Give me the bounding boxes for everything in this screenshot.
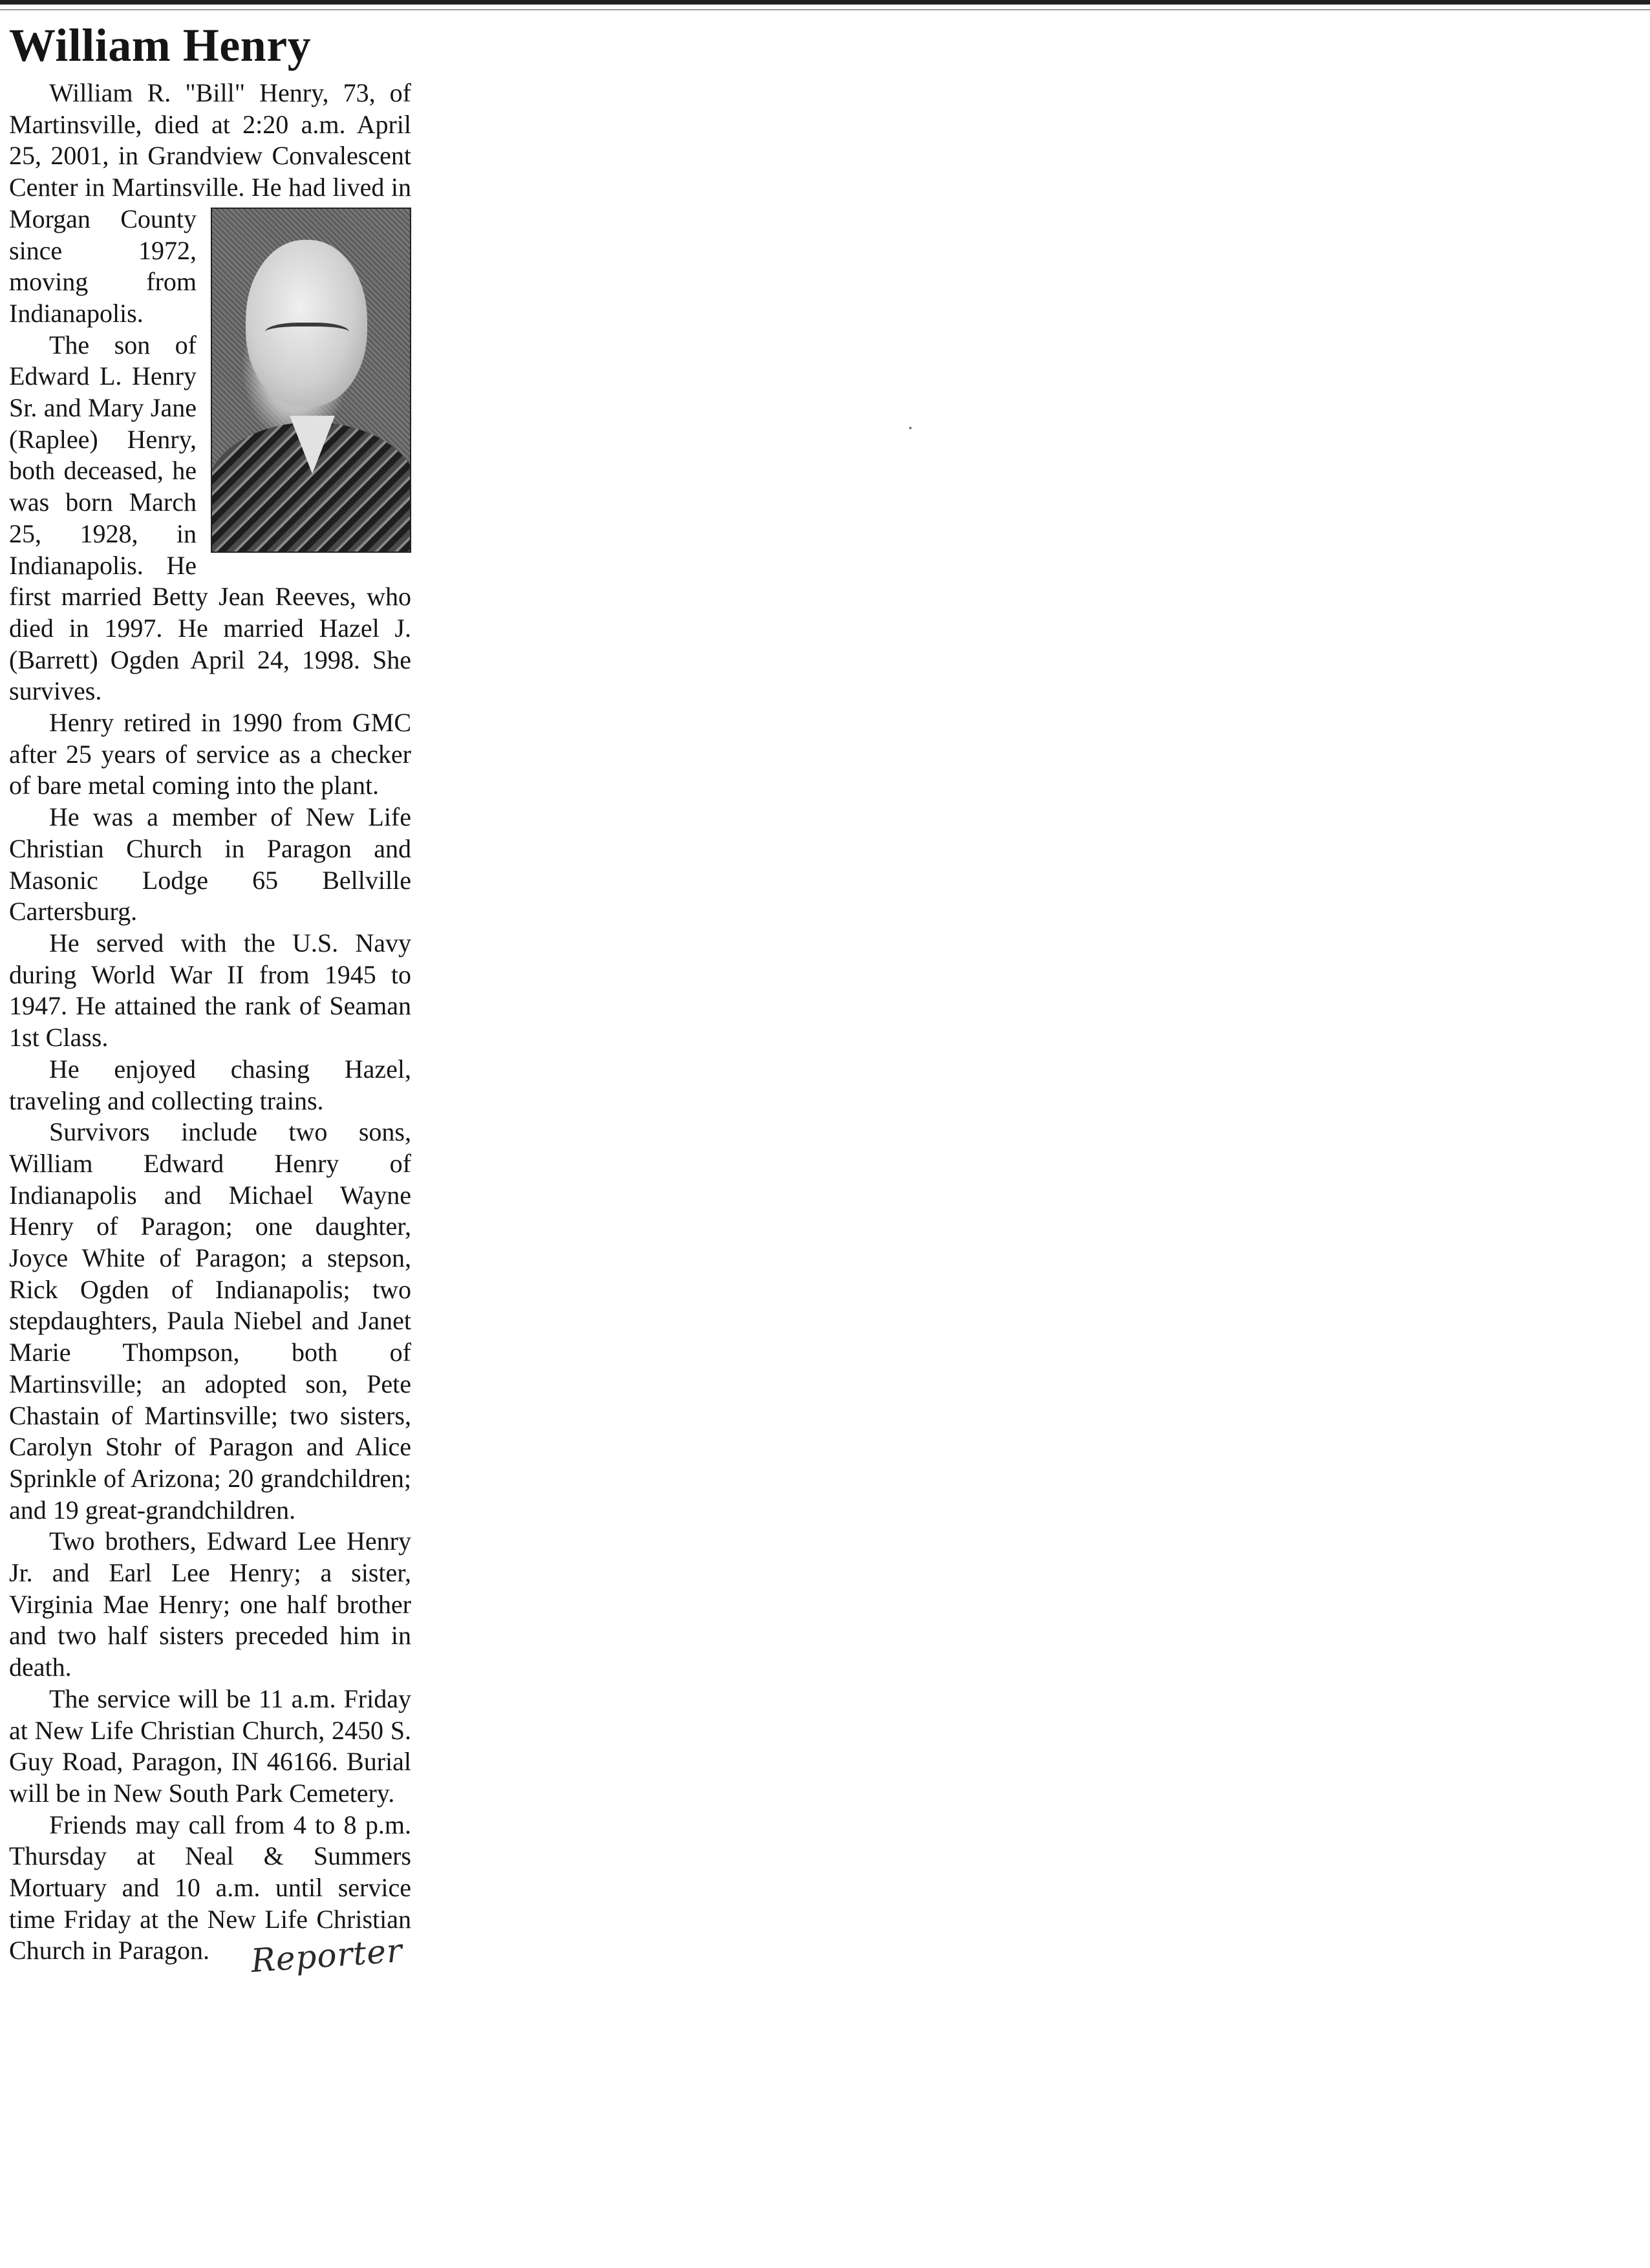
obituary-paragraph-7: Survivors include two sons, William Edward Henry of Indianapolis and Michael Wayne Henry of Paragon; one daughter, Joyce White of Paragon; a stepson, Rick Ogden of Indianapolis; two stepdaughters, Paula Niebel and Janet Marie Thompson, both of Martinsville; an adopted son, Pete Chastain of Martinsville; two sisters, Carolyn Stohr of Paragon and Alice Sprinkle of Arizona; 20 grandchildren; and 19 great-grandchildren. bbox=[9, 1117, 411, 1524]
top-scan-rule-thin bbox=[0, 9, 1650, 10]
top-scan-rule bbox=[0, 0, 1650, 5]
obituary-paragraph-8: Two brothers, Edward Lee Henry Jr. and Earl Lee Henry; a sister, Virginia Mae Henry; one half brother and two half sisters preceded him in death. bbox=[9, 1526, 411, 1682]
obituary-paragraph-4: He was a member of New Life Christian Church in Paragon and Masonic Lodge 65 Bellville Cartersburg. bbox=[9, 802, 411, 926]
obituary-paragraph-1-start: William R. "Bill" Henry, 73, of Martinsville, died at 2:20 a.m. April 25, 2001, in Grandview Convalescent Center in Martinsville. bbox=[9, 78, 411, 202]
obituary-paragraph-1-end: He had lived in Morgan County since 1972, moving from Indianapolis. bbox=[9, 173, 411, 328]
obituary-paragraph-1 bbox=[9, 78, 411, 330]
obituary-clipping bbox=[9, 18, 411, 1967]
obituary-paragraph-6: He enjoyed chasing Hazel, traveling and collecting trains. bbox=[9, 1054, 411, 1115]
portrait-glasses bbox=[265, 323, 349, 346]
obituary-paragraph-9: The service will be 11 a.m. Friday at New Life Christian Church, 2450 S. Guy Road, Paragon, IN 46166. Burial will be in New South Park Cemetery. bbox=[9, 1684, 411, 1808]
obituary-paragraph-5: He served with the U.S. Navy during World War II from 1945 to 1947. He attained the rank of Seaman 1st Class. bbox=[9, 928, 411, 1053]
scan-speck bbox=[909, 427, 912, 429]
handwritten-note: Reporter bbox=[250, 1931, 404, 1980]
obituary-headline: William Henry bbox=[9, 19, 312, 71]
portrait-photo-icon bbox=[211, 208, 411, 553]
obituary-paragraph-3: Henry retired in 1990 from GMC after 25 years of service as a checker of bare metal coming into the plant. bbox=[9, 708, 411, 800]
obituary-body bbox=[9, 78, 411, 1967]
obituary-paragraph-10: Friends may call from 4 to 8 p.m. Thursday at Neal & Summers Mortuary and 10 a.m. until service time Friday at the New Life Christian Church in Paragon. bbox=[9, 1810, 411, 1965]
obituary-paragraph-2: The son of Edward L. Henry Sr. and Mary Jane (Raplee) Henry, both deceased, he was born March 25, 1928, in Indianapolis. He first married Betty Jean Reeves, who died in 1997. He married Hazel J. (Barrett) Ogden April 24, 1998. She survives. bbox=[9, 330, 411, 706]
